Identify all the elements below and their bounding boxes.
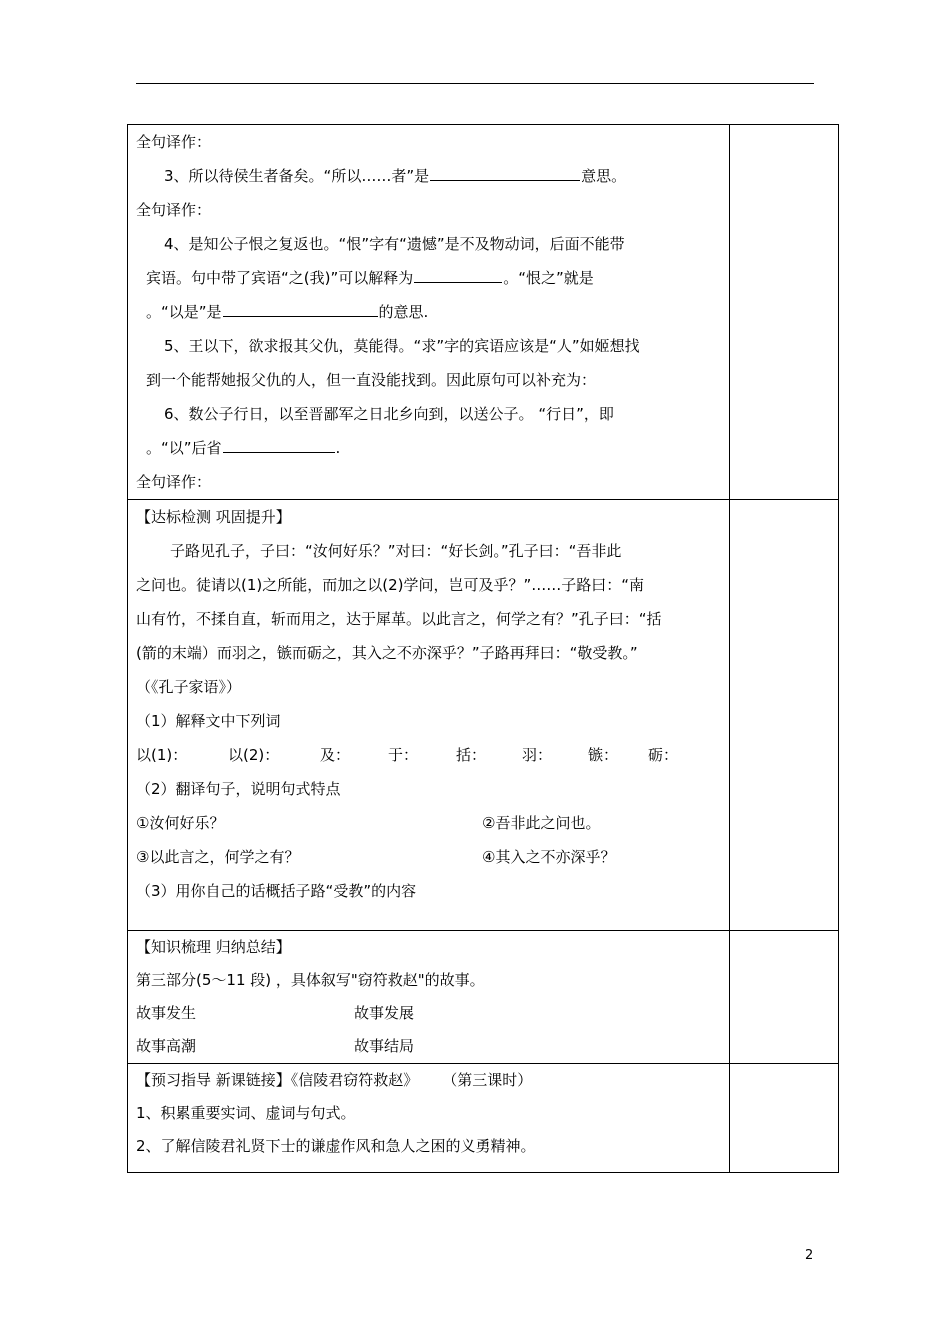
preview-section [128, 1064, 730, 1173]
question-3-tail: 意思。 [581, 167, 627, 185]
notes-column [730, 125, 839, 500]
worksheet-table [127, 124, 839, 1173]
story-climax: 故事高潮 [136, 1037, 197, 1055]
word-item: 于： [388, 746, 419, 764]
word-item: 括： [456, 746, 487, 764]
sentence-2: ②吾非此之问也。 [482, 814, 601, 832]
word-item: 羽： [522, 746, 553, 764]
sentence-row [136, 806, 721, 840]
sentence-4: ④其入之不亦深乎？ [482, 848, 616, 866]
section-header [136, 1064, 721, 1097]
question-1: （1）解释文中下列词 [136, 712, 281, 730]
question-5: 5、王以下，欲求报其父仇，莫能得。“求”字的宾语应该是“人”如姬想找 [164, 337, 640, 355]
word-item: 镞： [588, 746, 619, 764]
table-row [128, 125, 839, 500]
table-row [128, 1064, 839, 1173]
question-6-line2-tail: . [335, 439, 341, 457]
notes-column [730, 500, 839, 931]
word-item: 以(1)： [136, 746, 188, 764]
answer-blank[interactable] [223, 434, 335, 453]
answer-blank[interactable] [223, 298, 378, 317]
section-title: 【知识梳理 归纳总结】 [136, 938, 291, 956]
passage-line: 子路见孔子，子曰：“汝何好乐？”对曰：“好长剑。”孔子曰：“吾非此 [170, 542, 622, 560]
sentence-row [136, 840, 721, 874]
table-row [128, 500, 839, 931]
answer-blank[interactable] [430, 162, 580, 181]
section-title: 【达标检测 巩固提升】 [136, 508, 291, 526]
word-item: 及： [320, 746, 351, 764]
text-line: 全句译作： [136, 473, 212, 491]
question-4-line3: 。“以是”是 [146, 303, 222, 321]
passage-line: 之问也。徒请以(1)之所能，而加之以(2)学问，岂可及乎？”……子路曰：“南 [136, 576, 645, 594]
question-4: 4、是知公子恨之复返也。“恨”字有“遗憾”是不及物动词，后面不能带 [164, 235, 625, 253]
story-row [136, 1030, 721, 1063]
story-ending: 故事结局 [354, 1037, 415, 1055]
question-4-line2-tail: 。“恨之”就是 [503, 269, 594, 287]
header-rule [136, 83, 814, 84]
table-row [128, 931, 839, 1064]
question-5-line2: 到一个能帮她报父仇的人，但一直没能找到。因此原句可以补充为： [146, 371, 597, 389]
text-line [136, 431, 721, 465]
sentence-3: ③以此言之，何学之有？ [136, 848, 300, 866]
text-line: 全句译作： [136, 201, 212, 219]
section-title: 【预习指导 新课链接】 [136, 1071, 291, 1089]
passage-line: 山有竹，不揉自直，斩而用之，达于犀革。以此言之，何学之有？”孔子曰：“括 [136, 610, 662, 628]
word-item: 砺： [648, 746, 679, 764]
question-4-line3-tail: 的意思. [378, 303, 429, 321]
question-3: （3）用你自己的话概括子路“受教”的内容 [136, 882, 417, 900]
notes-column [730, 931, 839, 1064]
text-line [136, 295, 721, 329]
question-3: 3、所以待侯生者备矣。“所以……者”是 [164, 167, 430, 185]
passage-source: （《孔子家语》） [136, 678, 242, 696]
answer-space[interactable] [136, 908, 721, 930]
story-row [136, 997, 721, 1030]
text-line [136, 261, 721, 295]
text-line: 全句译作： [136, 133, 212, 151]
word-list [136, 738, 721, 772]
objective-2: 2、了解信陵君礼贤下士的谦虚作风和急人之困的义勇精神。 [136, 1137, 536, 1155]
notes-column [730, 1064, 839, 1173]
story-development: 故事发展 [354, 1004, 415, 1022]
practice-section [128, 500, 730, 931]
summary-section [128, 931, 730, 1064]
word-item: 以(2)： [228, 746, 280, 764]
lesson-period: （第三课时） [442, 1071, 533, 1089]
passage-line: (箭的末端）而羽之，镞而砺之，其入之不亦深乎？”子路再拜曰：“敬受教。” [136, 644, 638, 662]
question-2: （2）翻译句子，说明句式特点 [136, 780, 341, 798]
page-number: 2 [805, 1248, 814, 1263]
answer-blank[interactable] [414, 264, 502, 283]
translation-section [128, 125, 730, 500]
story-beginning: 故事发生 [136, 1004, 197, 1022]
question-6-line2: 。“以”后省 [146, 439, 222, 457]
question-6: 6、数公子行日，以至晋鄙军之日北乡向到，以送公子。 “行日”，即 [164, 405, 614, 423]
objective-1: 1、积累重要实词、虚词与句式。 [136, 1104, 356, 1122]
text-line [136, 159, 721, 193]
summary-intro: 第三部分(5～11 段) ，具体叙写"窃符救赵"的故事。 [136, 971, 485, 989]
question-4-line2: 宾语。句中带了宾语“之(我)”可以解释为 [146, 269, 414, 287]
sentence-1: ①汝何好乐？ [136, 814, 225, 832]
lesson-title: 《信陵君窃符救赵》 [290, 1071, 419, 1089]
